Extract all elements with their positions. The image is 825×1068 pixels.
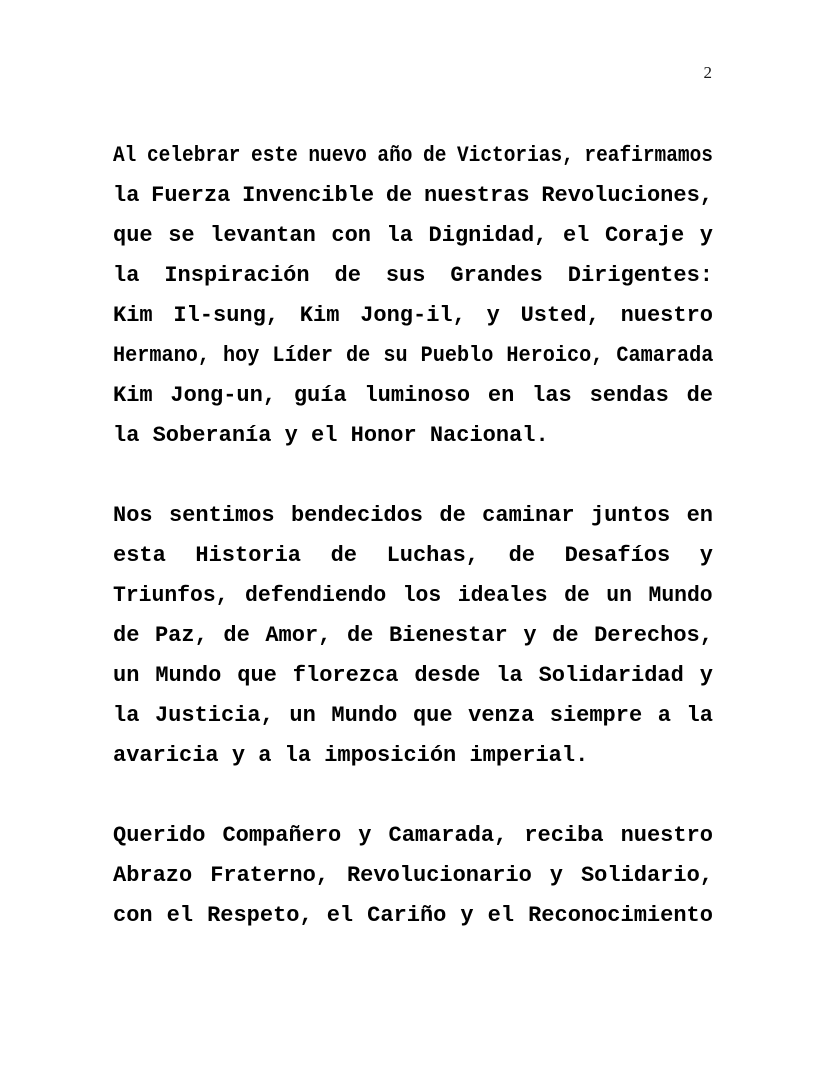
text-line [113, 856, 713, 896]
word: en [686, 503, 713, 528]
word: Dirigentes: [567, 263, 713, 288]
word: este [251, 143, 298, 168]
word: la [496, 663, 523, 688]
word: Bienestar [388, 623, 508, 648]
word: sus [385, 263, 426, 288]
text-line [113, 216, 713, 256]
word: Fraterno, [210, 863, 330, 888]
word: sendas [589, 383, 669, 408]
word: sentimos [168, 503, 275, 528]
word: se [168, 223, 195, 248]
word: Camarada, [388, 823, 508, 848]
word: nuestras [424, 183, 530, 208]
word: caminar [482, 503, 575, 528]
word: y [523, 623, 537, 648]
word: y [549, 863, 563, 888]
word: hoy [223, 343, 260, 368]
word: Mundo [331, 703, 398, 728]
word: Il-sung, [173, 303, 280, 328]
word: Grandes [450, 263, 543, 288]
word: guía [293, 383, 347, 408]
paragraph [113, 816, 713, 936]
text-line [113, 256, 713, 296]
text-line [113, 136, 713, 176]
word: Desafíos [564, 543, 671, 568]
word: la [113, 703, 140, 728]
page-number: 2 [703, 63, 712, 82]
word: bendecidos [290, 503, 424, 528]
word: año [377, 143, 413, 168]
word: Reconocimiento [528, 903, 713, 928]
word: Hermano, [113, 343, 210, 368]
word: siempre [549, 703, 643, 728]
word: y [699, 663, 713, 688]
word: un [289, 703, 316, 728]
word: un [606, 583, 632, 608]
word: Dignidad, [428, 223, 548, 248]
word: el [487, 903, 515, 928]
word: de [223, 623, 250, 648]
word: Pueblo [420, 343, 494, 368]
word: y [699, 543, 713, 568]
word: Paz, [154, 623, 208, 648]
word: con [113, 903, 153, 928]
word: Jong-il, [360, 303, 466, 328]
text-line [113, 376, 713, 416]
word: Inspiración [164, 263, 310, 288]
word: venza [468, 703, 535, 728]
text-line [113, 296, 713, 336]
text-line: avaricia y a la imposición imperial. [113, 743, 589, 768]
word: de [564, 583, 590, 608]
word: Kim [113, 383, 153, 408]
word: las [532, 383, 572, 408]
word: de [423, 143, 447, 168]
word: de [113, 623, 140, 648]
text-line [113, 176, 713, 216]
word: de [346, 343, 371, 368]
word: Compañero [222, 823, 342, 848]
word: Al [113, 143, 137, 168]
word: la [386, 223, 413, 248]
word: Camarada [616, 343, 714, 368]
word: Invencible [242, 183, 375, 208]
word: la [113, 263, 140, 288]
word: de [385, 183, 413, 208]
word: los [402, 583, 442, 608]
word: que [113, 223, 153, 248]
word: el [326, 903, 354, 928]
word: Solidario, [580, 863, 713, 888]
word: de [439, 503, 466, 528]
word: de [346, 623, 374, 648]
word: y [699, 223, 713, 248]
word: Coraje [604, 223, 685, 248]
word: y [486, 303, 500, 328]
text-line [113, 616, 713, 656]
word: Mundo [155, 663, 222, 688]
word: Abrazo [113, 863, 193, 888]
document-body [113, 136, 713, 936]
text-line [113, 576, 713, 616]
word: en [487, 383, 515, 408]
word: de [552, 623, 579, 648]
word: Nos [113, 503, 153, 528]
word: su [383, 343, 408, 368]
word: reafirmamos [584, 143, 713, 168]
word: de [508, 543, 535, 568]
text-line [113, 336, 713, 376]
text-line [113, 536, 713, 576]
word: Cariño [367, 903, 447, 928]
word: y [460, 903, 474, 928]
word: el [562, 223, 590, 248]
word: Amor, [265, 623, 332, 648]
word: Justicia, [154, 703, 274, 728]
word: de [334, 263, 361, 288]
word: Usted, [520, 303, 600, 328]
text-line [113, 496, 713, 536]
word: ideales [457, 583, 548, 608]
word: juntos [590, 503, 671, 528]
word: Victorias, [456, 143, 574, 168]
word: nuestro [620, 303, 713, 328]
paragraph [113, 136, 713, 456]
word: de [686, 383, 713, 408]
word: Líder [272, 343, 334, 368]
word: el [166, 903, 194, 928]
word: Kim [299, 303, 340, 328]
word: Luchas, [386, 543, 479, 568]
word: florezca [292, 663, 399, 688]
word: Revoluciones, [541, 183, 713, 208]
word: Revolucionario [346, 863, 532, 888]
word: de [330, 543, 357, 568]
text-line [113, 656, 713, 696]
word: esta [113, 543, 166, 568]
word: levantan [210, 223, 316, 248]
text-line: la Soberanía y el Honor Nacional. [113, 423, 549, 448]
word: Respeto, [207, 903, 313, 928]
word: a [657, 703, 671, 728]
paragraph [113, 496, 713, 776]
word: Mundo [648, 583, 713, 608]
text-line [113, 696, 713, 736]
word: la [113, 183, 140, 208]
word: Querido [113, 823, 206, 848]
word: Kim [113, 303, 153, 328]
word: Solidaridad [538, 663, 684, 688]
word: Heroico, [506, 343, 604, 368]
word: nuevo [308, 143, 367, 168]
word: Jong-un, [170, 383, 277, 408]
word: que [237, 663, 277, 688]
word: nuestro [620, 823, 713, 848]
word: Triunfos, [113, 583, 229, 608]
word: desde [414, 663, 481, 688]
word: Derechos, [594, 623, 713, 648]
word: un [113, 663, 140, 688]
word: reciba [524, 823, 604, 848]
word: la [686, 703, 713, 728]
word: celebrar [146, 143, 241, 168]
word: y [358, 823, 372, 848]
word: Fuerza [151, 183, 231, 208]
word: Historia [195, 543, 302, 568]
text-line [113, 816, 713, 856]
word: luminoso [364, 383, 471, 408]
word: que [412, 703, 453, 728]
word: defendiendo [245, 583, 387, 608]
word: con [331, 223, 371, 248]
text-line [113, 896, 713, 936]
